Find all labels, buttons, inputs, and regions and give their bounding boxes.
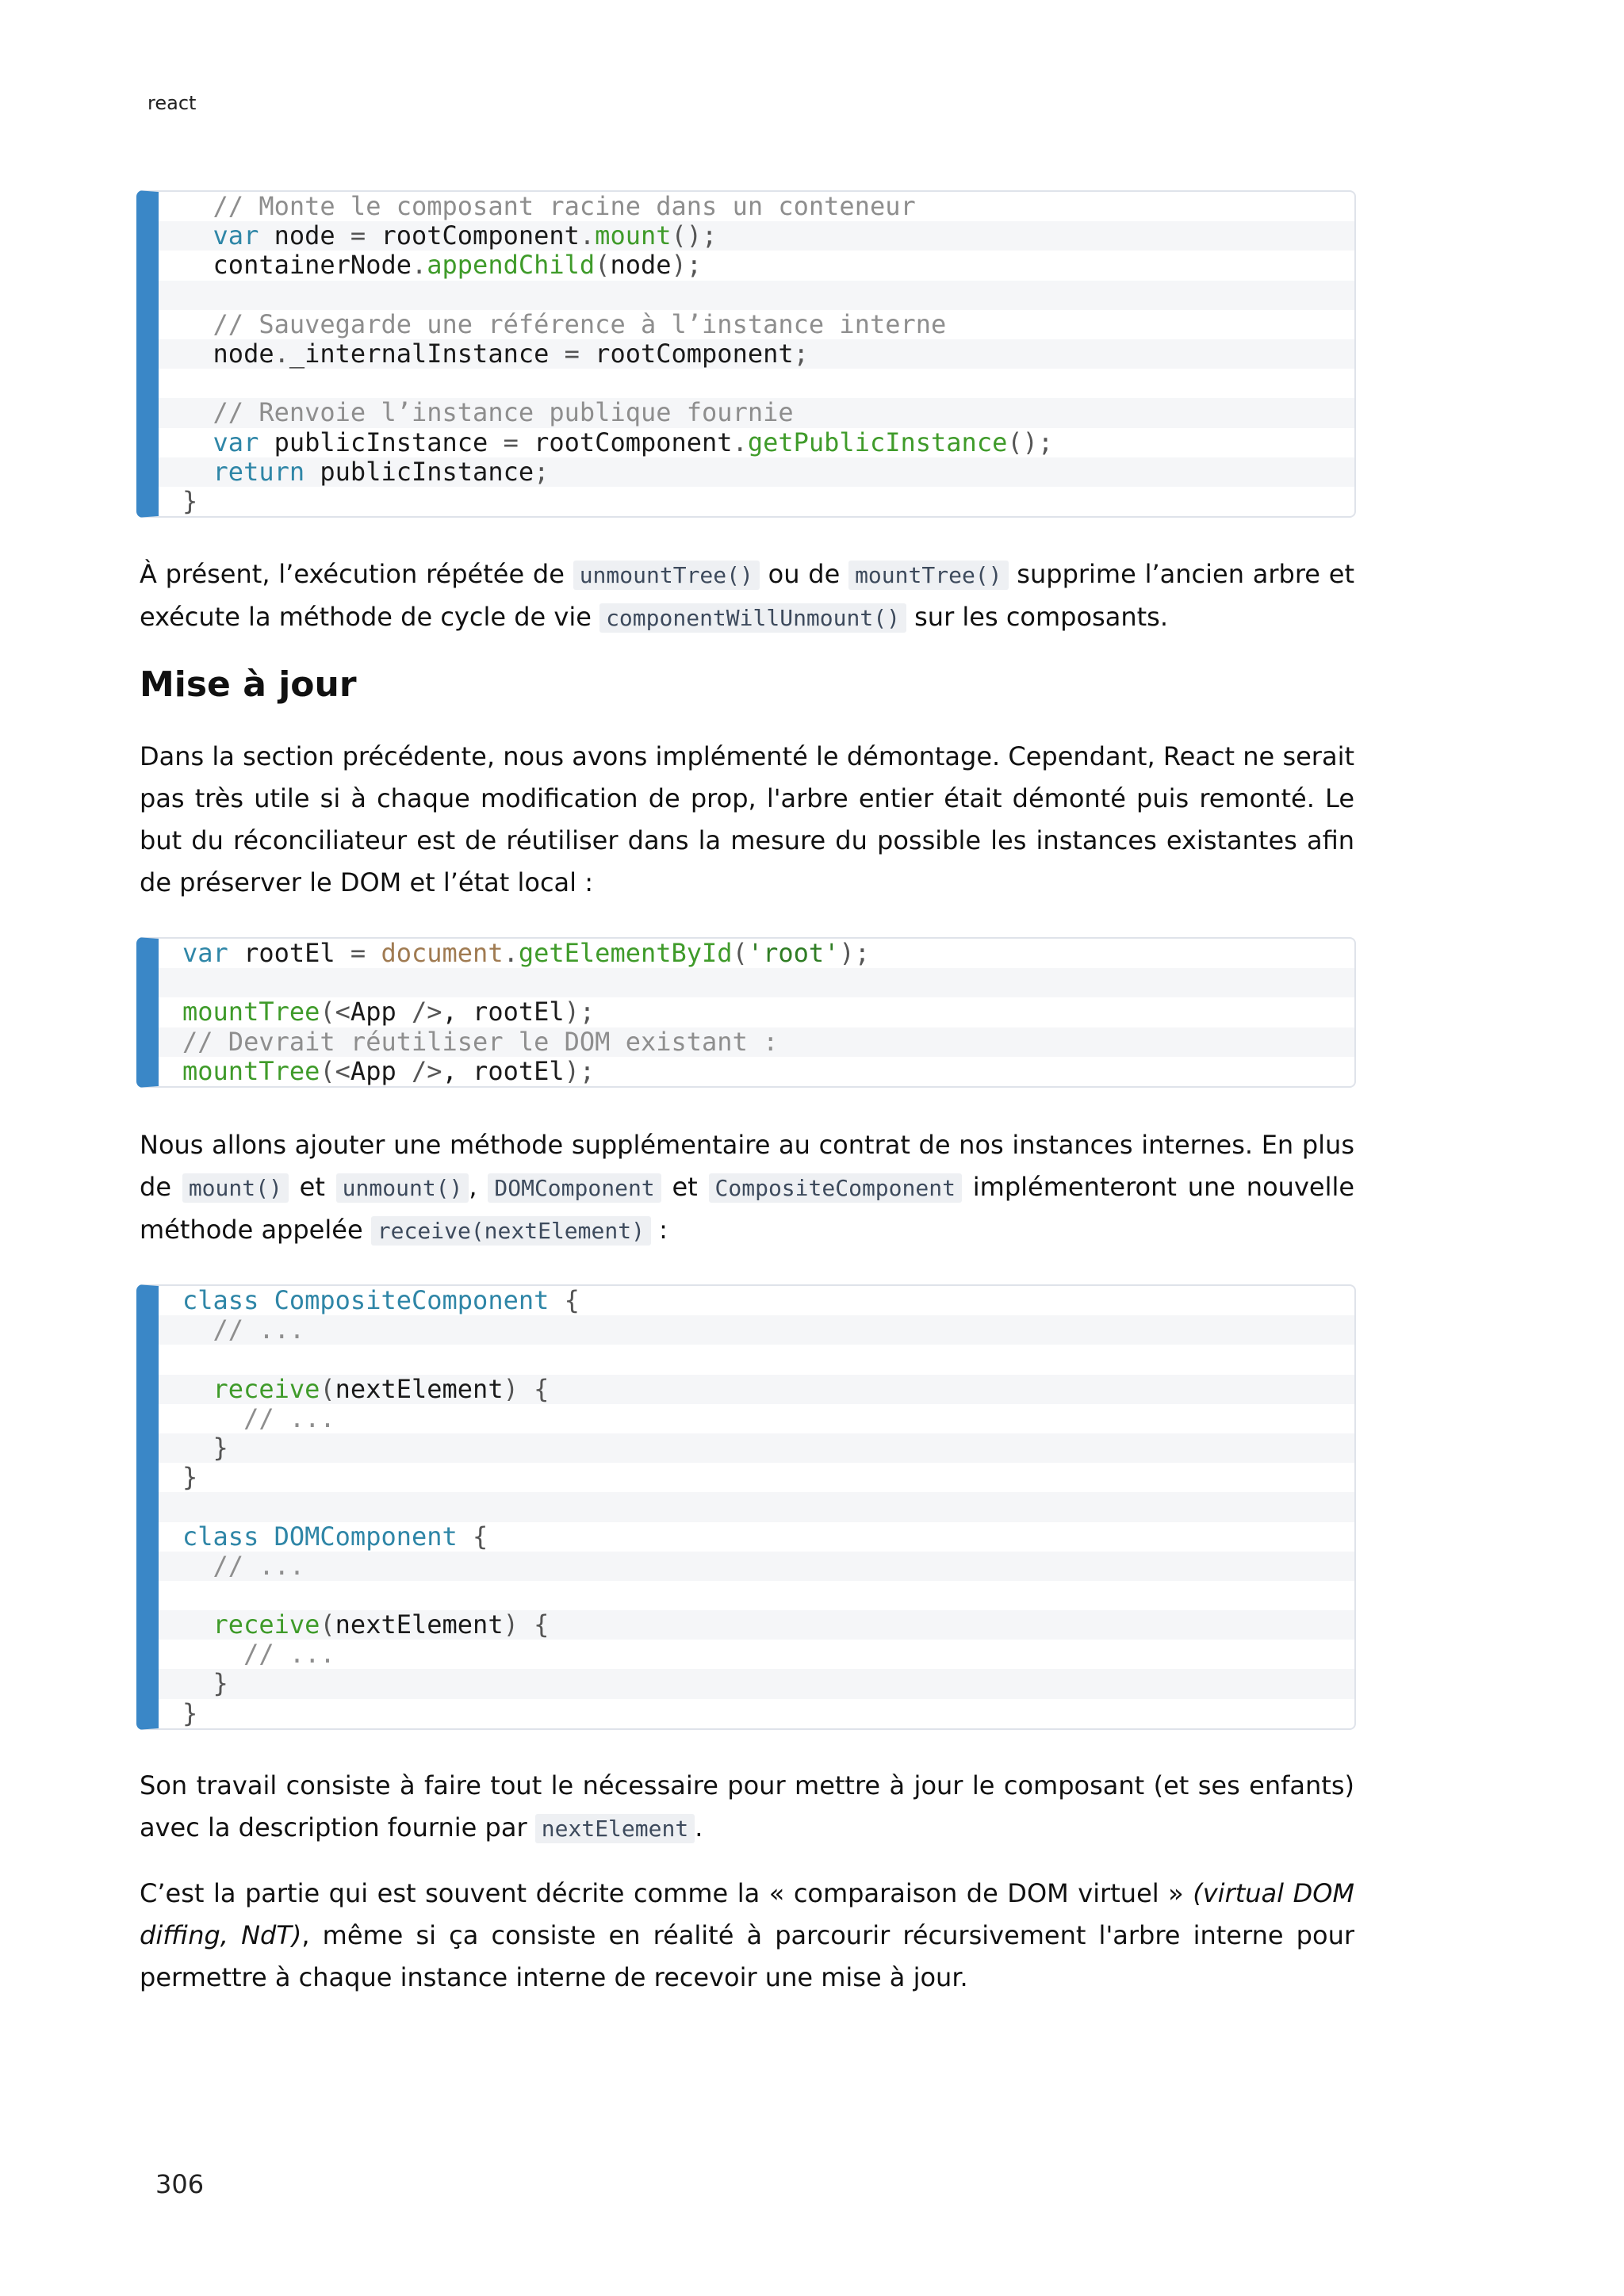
code-line: // ...	[159, 1315, 1354, 1345]
text-run: et	[288, 1172, 336, 1202]
code-line	[159, 1345, 1354, 1374]
text-run: ,	[469, 1172, 488, 1202]
code-line: var rootEl = document.getElementById('root');	[182, 938, 870, 968]
page-number: 306	[155, 2169, 205, 2199]
code-line: containerNode.appendChild(node);	[182, 250, 703, 281]
code-line: // ...	[182, 1639, 335, 1670]
text-run: Son travail consiste à faire tout le nécessaire pour mettre à jour le composant (et ses enfants) avec la description fournie par	[140, 1770, 1354, 1843]
code-line: // Renvoie l’instance publique fournie	[159, 398, 1354, 427]
code-line: class DOMComponent {	[182, 1521, 488, 1552]
code-line: // Sauvegarde une référence à l’instance interne	[182, 308, 947, 339]
inline-code: receive(nextElement)	[371, 1216, 651, 1246]
code-line: mountTree(<App />, rootEl);	[182, 1055, 596, 1086]
text-run: sur les composants.	[906, 602, 1168, 632]
text-run: C’est la partie qui est souvent décrite comme la « comparaison de DOM virtuel »	[140, 1878, 1193, 1908]
code-line: }	[159, 1433, 1354, 1463]
inline-code: CompositeComponent	[709, 1173, 962, 1203]
code-line: }	[182, 485, 198, 516]
code-line: }	[182, 1697, 198, 1728]
italic-run: (virtual DOM diffing, NdT)	[140, 1878, 1354, 1950]
code-line	[159, 968, 1354, 997]
text-run: et	[661, 1172, 709, 1202]
code-block-mount-root	[136, 190, 1356, 518]
paragraph-receive-method	[140, 1124, 1354, 1252]
paragraph-receive-job	[140, 1765, 1354, 1850]
code-line: receive(nextElement) {	[159, 1610, 1354, 1640]
inline-code: DOMComponent	[488, 1173, 661, 1203]
code-line	[159, 281, 1354, 310]
text-run: supprime l’ancien arbre et exécute la méthode de cycle de vie	[140, 559, 1355, 632]
code-line: var publicInstance = rootComponent.getPublicInstance();	[213, 427, 1054, 457]
inline-code: mountTree()	[848, 561, 1008, 590]
code-block-receive-classes	[136, 1284, 1356, 1730]
code-line: var node = rootComponent.mount();	[159, 221, 1354, 251]
code-line: // ...	[182, 1402, 335, 1433]
code-line: node._internalInstance = rootComponent;	[159, 339, 1354, 369]
code-line	[159, 1581, 1354, 1610]
paragraph-virtual-dom-diffing	[140, 1873, 1354, 1999]
inline-code: mount()	[182, 1173, 289, 1203]
running-header: react	[147, 92, 197, 114]
paragraph-unmount-explanation	[140, 553, 1354, 639]
code-line: class CompositeComponent {	[182, 1285, 580, 1315]
code-line	[159, 369, 1354, 398]
inline-code: unmount()	[336, 1173, 469, 1203]
paragraph-reconciler-intro: Dans la section précédente, nous avons implémenté le démontage. Cependant, React ne serait pas très utile si à chaque modification de prop, l'arbre entier était démonté puis remonté. Le but du réconciliateur est de réutiliser dans la mesure du possible les instances existantes afin de préserver le DOM et l’état local :	[140, 741, 1354, 897]
code-line: return publicInstance;	[159, 457, 1354, 487]
code-line: mountTree(<App />, rootEl);	[182, 997, 596, 1027]
text-run: À présent, l’exécution répétée de	[140, 559, 573, 589]
inline-code: unmountTree()	[573, 561, 760, 590]
text-run: implémenteront une nouvelle méthode appelée	[140, 1172, 1355, 1245]
text-run: :	[650, 1215, 668, 1245]
inline-code: nextElement	[535, 1814, 695, 1843]
text-run: Nous allons ajouter une méthode supplémentaire au contrat de nos instances internes. En plus de	[140, 1130, 1354, 1202]
inline-code: componentWillUnmount()	[599, 603, 906, 633]
section-title: Mise à jour	[140, 664, 357, 705]
text-run: .	[695, 1812, 703, 1843]
code-line: // Devrait réutiliser le DOM existant :	[159, 1027, 1354, 1057]
code-block-mount-tree	[136, 937, 1356, 1088]
code-line: receive(nextElement) {	[159, 1375, 1354, 1404]
code-line: }	[159, 1669, 1354, 1698]
text-run: , même si ça consiste en réalité à parcourir récursivement l'arbre interne pour permettre à chaque instance interne de recevoir une mise à jour.	[140, 1920, 1355, 1992]
text-run: ou de	[759, 559, 849, 589]
code-line	[159, 1492, 1354, 1521]
code-line: // ...	[159, 1552, 1354, 1581]
code-line: // Monte le composant racine dans un conteneur	[182, 191, 916, 221]
code-line: }	[182, 1462, 198, 1493]
